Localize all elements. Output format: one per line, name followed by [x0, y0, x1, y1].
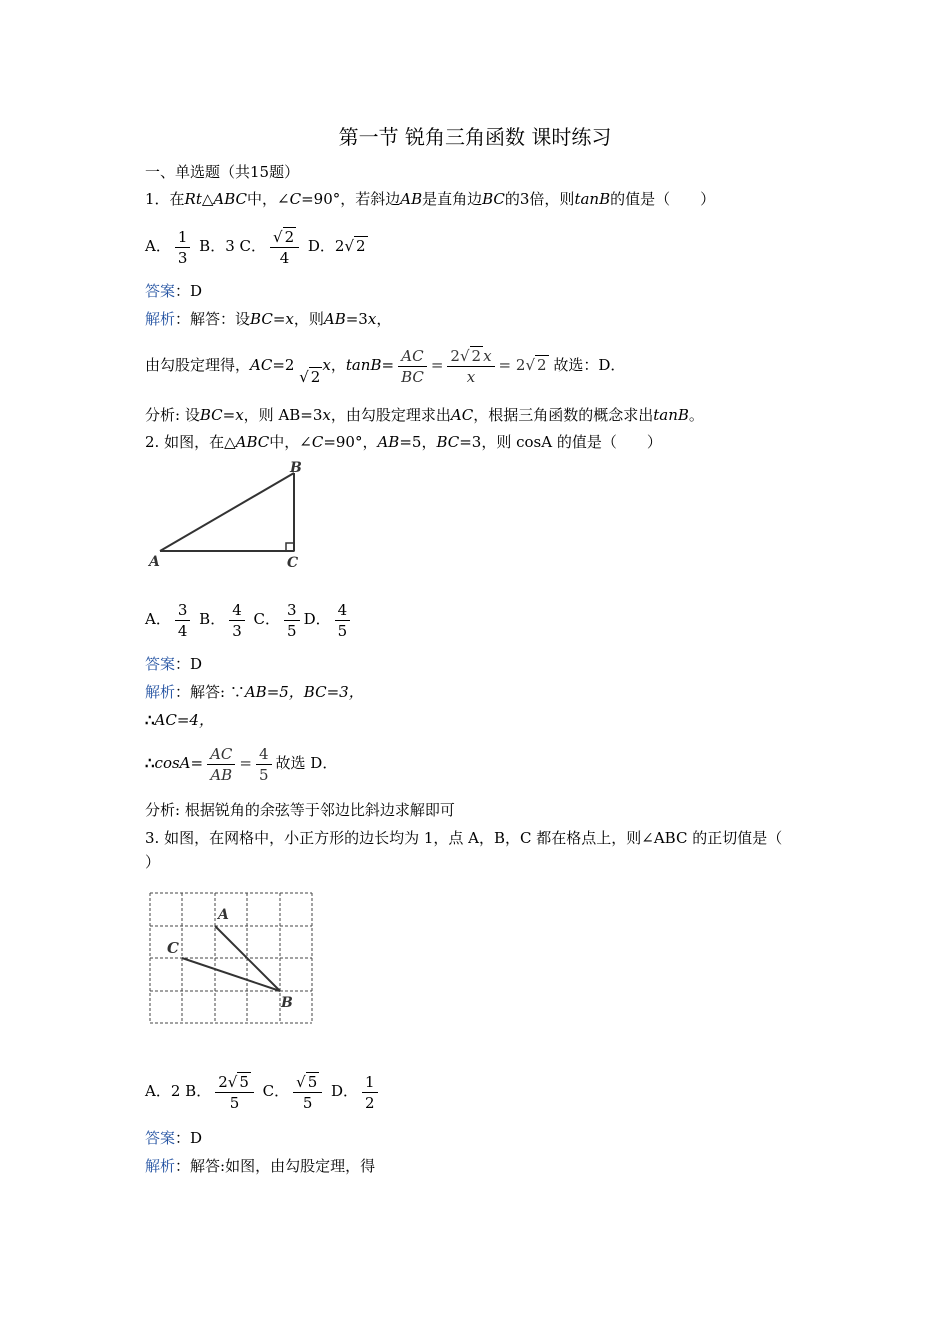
segment-cb: [182, 958, 280, 991]
q1-stem: 1．在Rt△ABC中，∠C=90°，若斜边AB是直角边BC的3倍，则tanB的值是（ ）: [145, 190, 716, 208]
q2-solution-ac: ∴AC=4，: [145, 711, 214, 729]
q1-answer: 答案：D: [145, 282, 203, 300]
q3-grid-figure: [140, 885, 330, 1035]
q2-option-c-fraction: $\frac{3}{5}$: [284, 600, 300, 641]
q3-option-c-fraction: $\frac{√ 5}{5}$: [293, 1072, 322, 1113]
q3-stem-line2: ）: [145, 853, 161, 871]
q3-analysis: 解析：解答:如图，由勾股定理，得: [145, 1157, 376, 1175]
q2-fenxi: 分析: 根据锐角的余弦等于邻边比斜边求解即可: [145, 801, 455, 819]
triangle-label-c: C: [287, 555, 299, 571]
page-title: 第一节 锐角三角函数 课时练习: [338, 125, 612, 149]
q1-fenxi: 分析: 设BC=x，则 AB=3x，由勾股定理求出AC，根据三角函数的概念求出tanB。: [145, 406, 704, 424]
section-heading: 一、单选题（共15题）: [145, 163, 300, 181]
right-angle-mark: [286, 543, 294, 551]
q1-fraction-ac-bc: $\frac{AC}{BC}$: [398, 346, 427, 387]
grid-label-a: A: [218, 907, 229, 923]
q2-fraction-ac-ab: $\frac{AC}{AB}$: [207, 744, 235, 785]
q1-solution-line: 由勾股定理得，AC=2 √ 2x，tanB= $\frac{AC}{BC}$ = $\frac{2√ 2 x}{x}$ = 2√ 2 故选：D．: [145, 346, 626, 386]
q1-option-c-fraction: $\frac{√ 2}{4}$: [270, 227, 299, 268]
q3-options: A．2 B． $\frac{2√ 5}{5}$ C． $\frac{√ 5}{5}$ D． $\frac{1}{2}$: [145, 1068, 382, 1114]
q1-options: A． $\frac{1}{3}$ B．3 C． $\frac{√ 2}{4}$ D．2√ 2: [145, 227, 366, 267]
q2-analysis: 解析：解答: ∵AB=5，BC=3，: [145, 683, 364, 701]
q2-option-b-fraction: $\frac{4}{3}$: [229, 600, 245, 641]
q3-option-b-fraction: $\frac{2√ 5}{5}$: [215, 1072, 254, 1113]
q2-option-a-fraction: $\frac{3}{4}$: [175, 600, 191, 641]
q2-solution-cos: ∴cosA= $\frac{AC}{AB}$ = $\frac{4}{5}$ 故选 D．: [145, 744, 338, 784]
q1-option-a-fraction: $\frac{1}{3}$: [175, 227, 191, 268]
q2-stem: 2. 如图，在△ABC中，∠C=90°，AB=5，BC=3，则 cosA 的值是（ ）: [145, 433, 662, 451]
grid-label-b: B: [281, 995, 293, 1011]
q2-answer: 答案：D: [145, 655, 203, 673]
q1-analysis: 解析：解答：设BC=x，则AB=3x，: [145, 310, 392, 328]
q2-triangle-figure: [140, 455, 320, 575]
q2-options: A． $\frac{3}{4}$ B． $\frac{4}{3}$ C． $\frac{3}{5}$ D． $\frac{4}{5}$: [145, 596, 354, 642]
triangle-label-b: B: [290, 460, 302, 476]
q1-fraction-2root2x-x: $\frac{2√ 2 x}{x}$: [447, 346, 494, 387]
triangle-side-ab: [160, 473, 294, 551]
q3-option-d-fraction: $\frac{1}{2}$: [362, 1072, 378, 1113]
q2-fraction-4-5: $\frac{4}{5}$: [256, 744, 272, 785]
q3-stem-line1: 3. 如图，在网格中，小正方形的边长均为 1，点 A，B，C 都在格点上，则∠ABC 的正切值是（: [145, 829, 783, 847]
q3-answer: 答案：D: [145, 1129, 203, 1147]
triangle-label-a: A: [149, 554, 160, 570]
q2-option-d-fraction: $\frac{4}{5}$: [335, 600, 351, 641]
grid-label-c: C: [167, 939, 179, 957]
